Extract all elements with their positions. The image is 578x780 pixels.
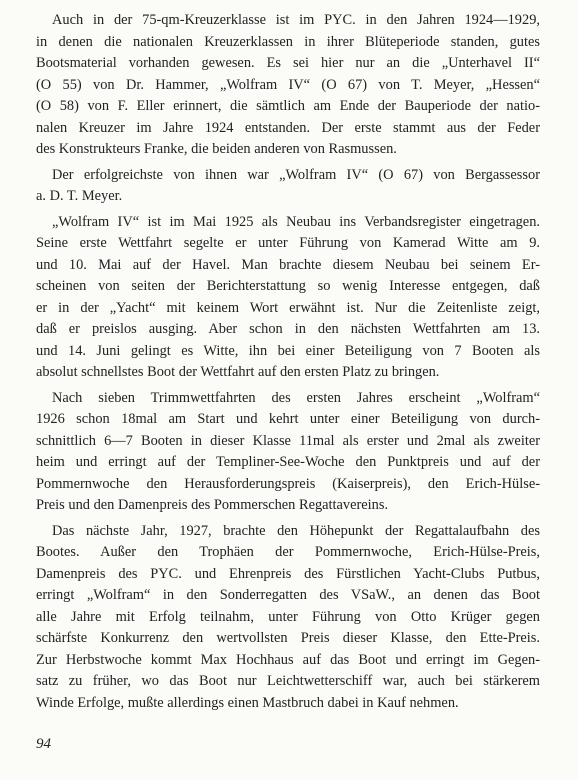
text-line: satz zu früher, wo das Boot nur Leichtwetterschiff war, auch bei stärkerem bbox=[36, 673, 540, 689]
text-line: Damenpreis des PYC. und Ehrenpreis des Fürstlichen Yacht-Clubs Putbus, bbox=[36, 565, 540, 582]
text-line: und 14. Juni gelingt es Witte, ihn bei einer Beteiligung von 7 Booten als bbox=[36, 342, 540, 359]
text-line: Nach sieben Trimmwettfahrten des ersten Jahres erscheint „Wolfram“ bbox=[52, 389, 540, 406]
text-line: (O 58) von F. Eller erinnert, die sämtlich am Ende der Bauperiode der natio- bbox=[36, 98, 540, 114]
text-line: Der erfolgreichste von ihnen war „Wolfram IV“ (O 67) von Bergassessor bbox=[52, 166, 540, 183]
paragraph-1 bbox=[36, 10, 540, 161]
text-line: daß er preislos ausging. Aber schon in den nächsten Wettfahrten am 13. bbox=[36, 321, 540, 337]
text-line: erringt „Wolfram“ in den Sonderregatten des VSaW., an denen das Boot bbox=[36, 587, 540, 603]
text-line: des Konstrukteurs Franke, die beiden anderen von Rasmussen. bbox=[36, 141, 397, 157]
paragraph-4 bbox=[36, 388, 540, 517]
text-line: Bootes. Außer den Trophäen der Pommernwoche, Erich-Hülse-Preis, bbox=[36, 544, 540, 560]
text-line: 1926 schon 18mal am Start und kehrt unter einer Beteiligung von durch- bbox=[36, 411, 540, 427]
text-line: Bootsmaterial vorhanden gewesen. Es sei hier nur an die „Unterhavel II“ bbox=[36, 55, 540, 71]
text-line: in denen die nationalen Kreuzerklassen in ihrer Blüteperiode standen, gutes bbox=[36, 33, 540, 50]
text-line: Auch in der 75-qm-Kreuzerklasse ist im PYC. in den Jahren 1924—1929, bbox=[52, 12, 540, 28]
paragraph-5 bbox=[36, 521, 540, 715]
page-number: 94 bbox=[36, 736, 51, 752]
text-line: Winde Erfolge, mußte allerdings einen Mastbruch dabei in Kauf nehmen. bbox=[36, 694, 459, 711]
text-line: Preis und den Damenpreis des Pommerschen Regattavereins. bbox=[36, 497, 389, 513]
text-line: a. D. T. Meyer. bbox=[36, 188, 123, 204]
text-line: schnittlich 6—7 Booten in dieser Klasse 11mal als erster und 2mal als zweiter bbox=[36, 432, 540, 449]
text-line: schärfste Konkurrenz den wertvollsten Preis dieser Klasse, den Ette-Preis. bbox=[36, 630, 540, 646]
text-line: nalen Kreuzer im Jahre 1924 entstanden. Der erste stammt aus der Feder bbox=[36, 119, 540, 136]
paragraph-3 bbox=[36, 212, 540, 384]
text-line: Pommernwoche den Herausforderungspreis (Kaiserpreis), den Erich-Hülse- bbox=[36, 475, 540, 492]
paragraph-2 bbox=[36, 165, 540, 208]
text-line: absolut schnellstes Boot der Wettfahrt auf den ersten Platz zu bringen. bbox=[36, 364, 440, 380]
text-line: und 10. Mai auf der Havel. Man brachte diesem Neubau bei seinem Er- bbox=[36, 256, 540, 273]
text-line: heim und erringt auf der Templiner-See-Woche den Punktpreis und auf der bbox=[36, 454, 540, 470]
text-line: „Wolfram IV“ ist im Mai 1925 als Neubau ins Verbandsregister eingetragen. bbox=[52, 213, 540, 230]
text-line: er in der „Yacht“ mit keinem Wort erwähnt ist. Nur die Zeitenliste zeigt, bbox=[36, 299, 540, 316]
text-line: scheinen von seiten der Berichterstattung so wenig Interesse entgegen, daß bbox=[36, 278, 540, 294]
text-line: Zur Herbstwoche kommt Max Hochhaus auf das Boot und erringt im Gegen- bbox=[36, 651, 540, 668]
page-body bbox=[36, 10, 540, 718]
text-line: alle Jahre mit Erfolg teilnahm, unter Führung von Otto Krüger gegen bbox=[36, 608, 540, 625]
text-line: (O 55) von Dr. Hammer, „Wolfram IV“ (O 67) von T. Meyer, „Hessen“ bbox=[36, 76, 540, 93]
text-line: Das nächste Jahr, 1927, brachte den Höhepunkt der Regattalaufbahn des bbox=[52, 522, 540, 539]
text-line: Seine erste Wettfahrt segelte er unter Führung von Kamerad Witte am 9. bbox=[36, 235, 540, 251]
